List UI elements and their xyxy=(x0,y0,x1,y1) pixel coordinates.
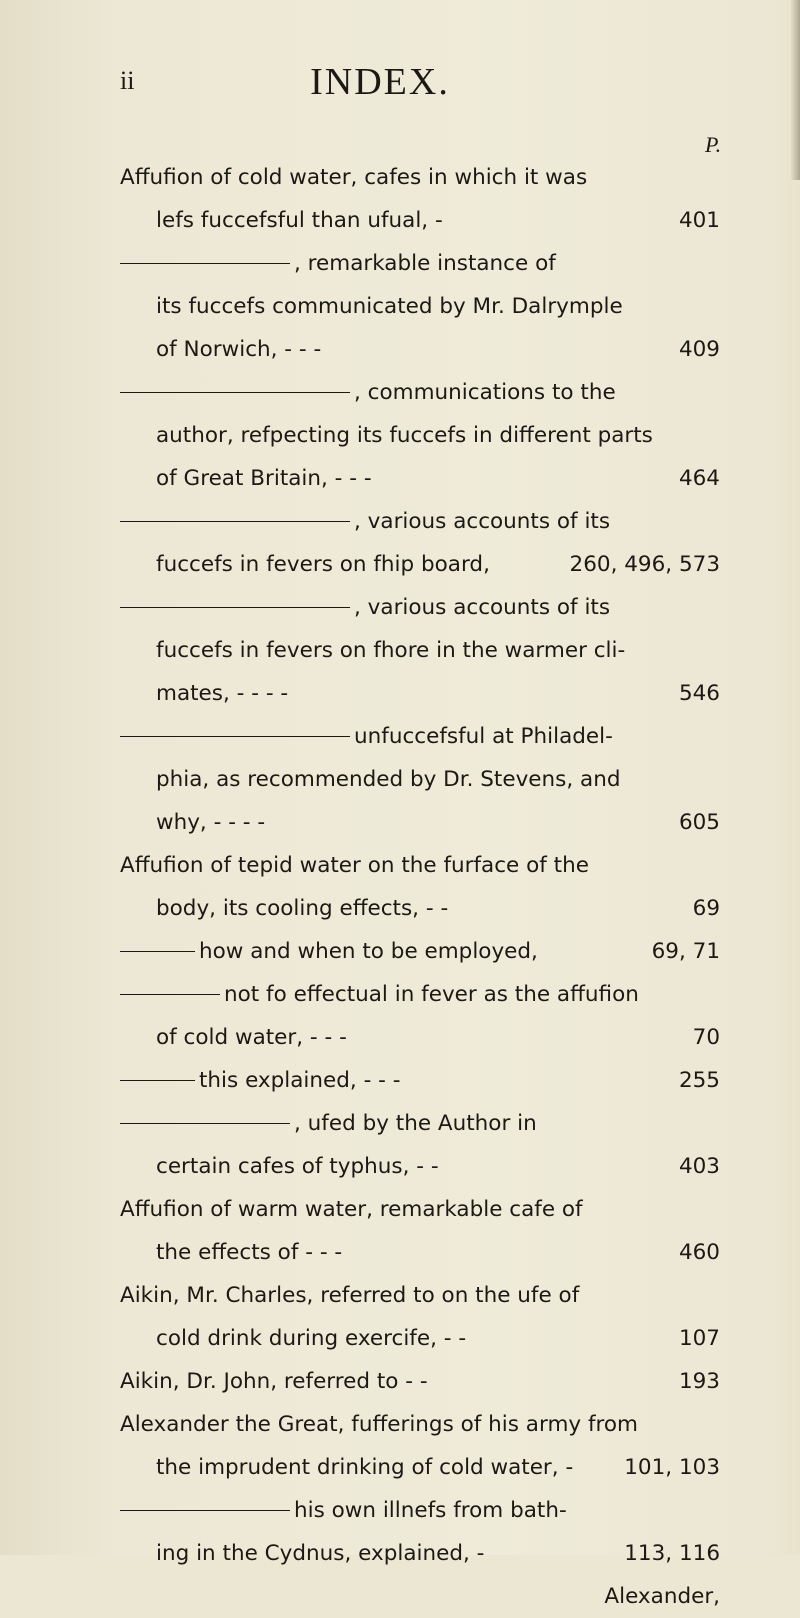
entry-page: 113, 116 xyxy=(624,1541,720,1566)
entry-text: of cold water, - - - xyxy=(156,1025,347,1050)
index-line xyxy=(120,414,720,457)
index-line xyxy=(120,930,720,973)
entry-text: Aikin, Dr. John, referred to - - xyxy=(120,1369,428,1394)
index-line xyxy=(120,1016,720,1059)
ditto-rule xyxy=(120,951,195,952)
index-line xyxy=(120,1446,720,1489)
entry-text: certain cafes of typhus, - - xyxy=(156,1154,439,1179)
running-title: INDEX. xyxy=(310,61,450,103)
entry-text: why, - - - - xyxy=(156,810,266,835)
entry-text: ing in the Cydnus, explained, - xyxy=(156,1541,485,1566)
index-entries xyxy=(120,156,720,1618)
entry-text: author, refpecting its fuccefs in different parts xyxy=(156,423,653,448)
entry-text: not fo effectual in fever as the affufion xyxy=(224,982,639,1007)
entry-text: how and when to be employed, xyxy=(199,939,538,964)
entry-text: the imprudent drinking of cold water, - xyxy=(156,1455,574,1480)
entry-text: fuccefs in fevers on fhip board, xyxy=(156,552,490,577)
index-line xyxy=(120,1059,720,1102)
index-line xyxy=(120,1188,720,1231)
index-line xyxy=(120,156,720,199)
entry-page: 401 xyxy=(678,208,720,233)
entry-text: of Great Britain, - - - xyxy=(156,466,372,491)
entry-text: , remarkable instance of xyxy=(294,251,556,276)
index-line xyxy=(120,500,720,543)
ditto-rule xyxy=(120,392,350,393)
index-line xyxy=(120,672,720,715)
page-header xyxy=(0,60,800,120)
index-line xyxy=(120,973,720,1016)
entry-text: lefs fuccefsful than ufual, - xyxy=(156,208,443,233)
ditto-rule xyxy=(120,1510,290,1511)
index-line xyxy=(120,1532,720,1575)
index-line xyxy=(120,887,720,930)
entry-page: 69 xyxy=(692,896,720,921)
entry-page: 107 xyxy=(678,1326,720,1351)
entry-page: 403 xyxy=(678,1154,720,1179)
entry-page: 69, 71 xyxy=(651,939,720,964)
index-line xyxy=(120,1360,720,1403)
entry-page: 546 xyxy=(678,681,720,706)
index-line xyxy=(120,371,720,414)
entry-page: 409 xyxy=(678,337,720,362)
entry-text: Affufion of tepid water on the furface of the xyxy=(120,853,589,878)
catchword-line xyxy=(120,1575,720,1618)
ditto-rule xyxy=(120,994,220,995)
index-line xyxy=(120,1489,720,1532)
entry-text: cold drink during exercife, - - xyxy=(156,1326,467,1351)
entry-text: Alexander the Great, fufferings of his army from xyxy=(120,1412,638,1437)
entry-text: Affufion of warm water, remarkable cafe of xyxy=(120,1197,583,1222)
entry-text: Affufion of cold water, cafes in which it was xyxy=(120,165,588,190)
index-line xyxy=(120,1145,720,1188)
index-line xyxy=(120,629,720,672)
index-line xyxy=(120,1274,720,1317)
index-line xyxy=(120,328,720,371)
index-line xyxy=(120,586,720,629)
page-column-label: P. xyxy=(705,132,722,157)
entry-page: 70 xyxy=(692,1025,720,1050)
entry-page: 464 xyxy=(678,466,720,491)
entry-page: 460 xyxy=(678,1240,720,1265)
index-line xyxy=(120,457,720,500)
ditto-rule xyxy=(120,1123,290,1124)
entry-text: fuccefs in fevers on fhore in the warmer cli- xyxy=(156,638,626,663)
entry-page: 255 xyxy=(678,1068,720,1093)
index-line xyxy=(120,199,720,242)
ditto-rule xyxy=(120,607,350,608)
entry-text: its fuccefs communicated by Mr. Dalrymple xyxy=(156,294,623,319)
index-line xyxy=(120,1231,720,1274)
entry-text: , various accounts of its xyxy=(354,595,611,620)
index-line xyxy=(120,1403,720,1446)
catchword: Alexander, xyxy=(604,1584,720,1609)
entry-text: phia, as recommended by Dr. Stevens, and xyxy=(156,767,621,792)
entry-text: of Norwich, - - - xyxy=(156,337,322,362)
entry-text: the effects of - - - xyxy=(156,1240,343,1265)
index-line xyxy=(120,844,720,887)
ditto-rule xyxy=(120,521,350,522)
index-line xyxy=(120,285,720,328)
entry-text: , ufed by the Author in xyxy=(294,1111,537,1136)
entry-text: body, its cooling effects, - - xyxy=(156,896,449,921)
entry-page: 605 xyxy=(678,810,720,835)
entry-text: , various accounts of its xyxy=(354,509,611,534)
index-line xyxy=(120,242,720,285)
entry-page: 101, 103 xyxy=(624,1455,720,1480)
folio-number: ii xyxy=(120,66,135,95)
index-line xyxy=(120,758,720,801)
index-line xyxy=(120,1317,720,1360)
entry-text: this explained, - - - xyxy=(199,1068,401,1093)
ditto-rule xyxy=(120,736,350,737)
entry-text: mates, - - - - xyxy=(156,681,289,706)
entry-page: 260, 496, 573 xyxy=(569,552,720,577)
index-line xyxy=(120,801,720,844)
index-line xyxy=(120,1102,720,1145)
index-line xyxy=(120,715,720,758)
ditto-rule xyxy=(120,1080,195,1081)
entry-text: Aikin, Mr. Charles, referred to on the ufe of xyxy=(120,1283,580,1308)
entry-text: , communications to the xyxy=(354,380,616,405)
index-line xyxy=(120,543,720,586)
entry-page: 193 xyxy=(678,1369,720,1394)
entry-text: his own illnefs from bath- xyxy=(294,1498,567,1523)
ditto-rule xyxy=(120,263,290,264)
entry-text: unfuccefsful at Philadel- xyxy=(354,724,613,749)
